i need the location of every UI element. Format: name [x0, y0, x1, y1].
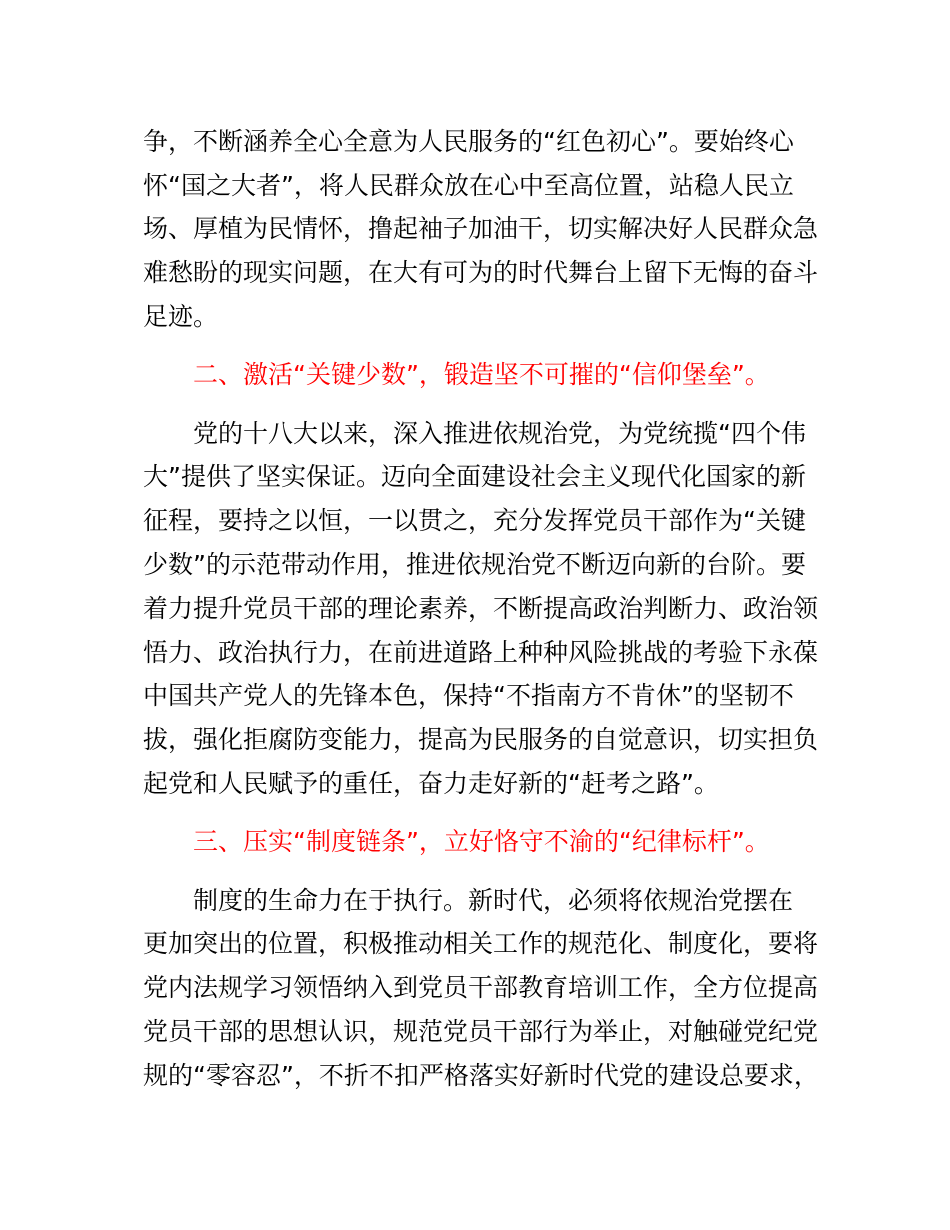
- para2-line-6: 悟力、政治执行力，在前进道路上种种风险挑战的考验下永葆: [143, 638, 819, 667]
- para2-line-7: 中国共产党人的先锋本色，保持“不指南方不肯休”的坚韧不: [143, 681, 794, 710]
- para3-line-1: 制度的生命力在于执行。新时代，必须将依规治党摆在: [193, 886, 794, 915]
- para1-line-2: 怀“国之大者”，将人民群众放在心中至高位置，站稳人民立: [143, 171, 794, 200]
- para2-line-8: 拔，强化拒腐防变能力，提高为民服务的自觉意识，切实担负: [143, 725, 819, 754]
- para1-line-4: 难愁盼的现实问题，在大有可为的时代舞台上留下无悔的奋斗: [143, 258, 819, 287]
- section-heading-2: 二、激活“关键少数”，锻造坚不可摧的“信仰堡垒”。: [193, 360, 770, 389]
- section-heading-3: 三、压实“制度链条”，立好恪守不渝的“纪律标杆”。: [193, 827, 770, 856]
- para3-line-2: 更加突出的位置，积极推动相关工作的规范化、制度化，要将: [143, 929, 819, 958]
- para2-line-9: 起党和人民赋予的重任，奋力走好新的“赶考之路”。: [143, 769, 719, 798]
- para2-line-5: 着力提升党员干部的理论素养，不断提高政治判断力、政治领: [143, 594, 819, 623]
- para3-line-4: 党员干部的思想认识，规范党员干部行为举止，对触碰党纪党: [143, 1017, 819, 1046]
- para1-line-1: 争，不断涵养全心全意为人民服务的“红色初心”。要始终心: [143, 127, 794, 156]
- para2-line-4: 少数”的示范带动作用，推进依规治党不断迈向新的台阶。要: [143, 550, 806, 579]
- para1-line-5: 足迹。: [143, 302, 219, 331]
- para2-line-3: 征程，要持之以恒，一以贯之，充分发挥党员干部作为“关键: [143, 506, 806, 535]
- para2-line-1: 党的十八大以来，深入推进依规治党，为党统揽“四个伟: [193, 419, 806, 448]
- para2-line-2: 大”提供了坚实保证。迈向全面建设社会主义现代化国家的新: [143, 462, 806, 491]
- para3-line-5: 规的“零容忍”，不折不扣严格落实好新时代党的建设总要求，: [143, 1061, 819, 1090]
- para1-line-3: 场、厚植为民情怀，撸起袖子加油干，切实解决好人民群众急: [143, 214, 819, 243]
- para3-line-3: 党内法规学习领悟纳入到党员干部教育培训工作，全方位提高: [143, 973, 819, 1002]
